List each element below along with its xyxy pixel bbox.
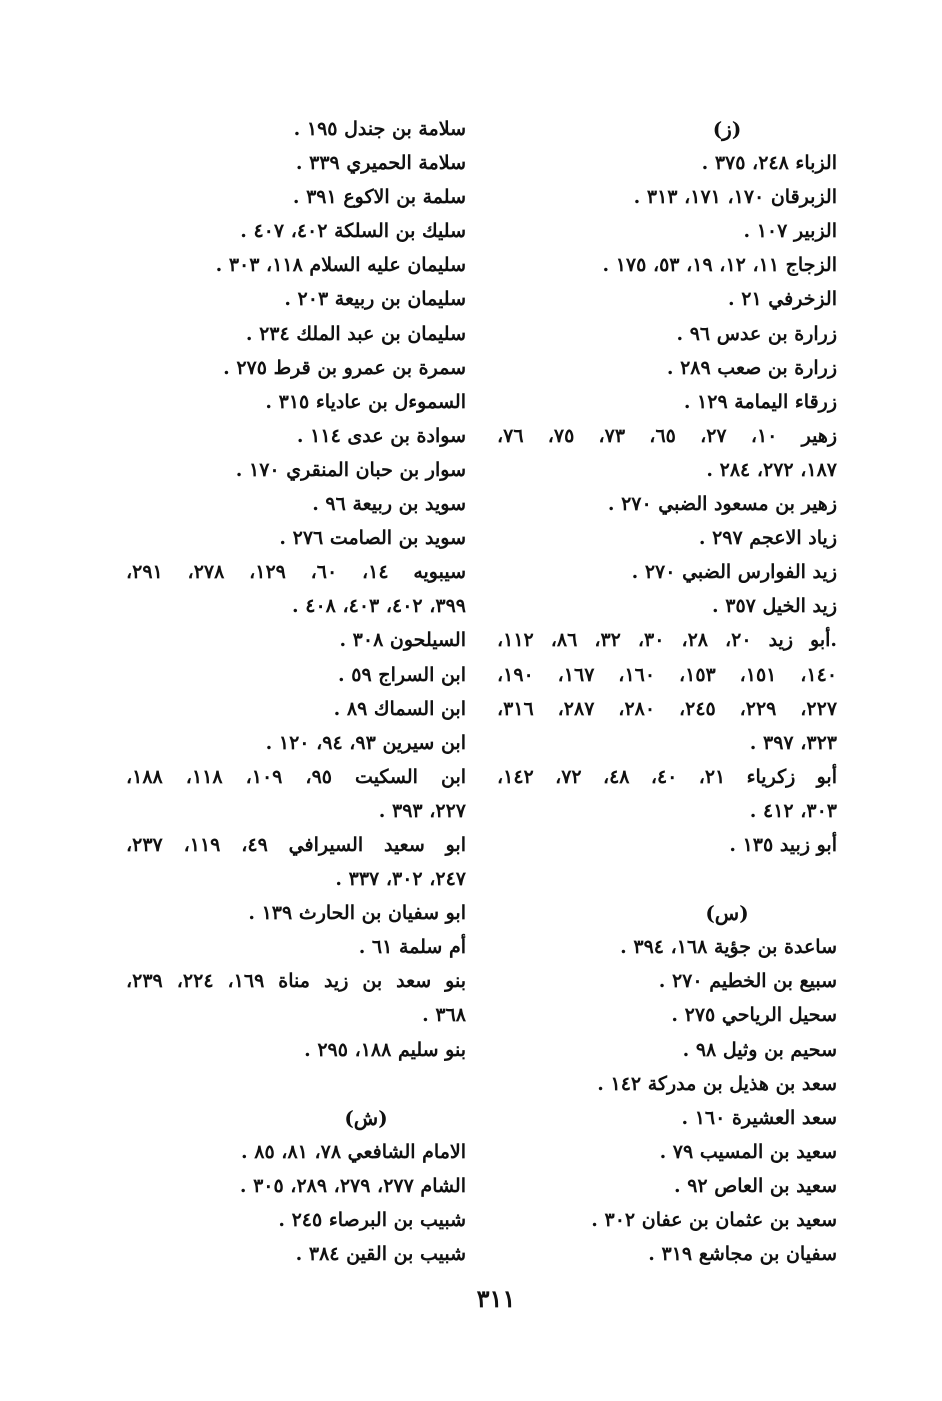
index-entry: سعيد بن العاص ٩٢ . bbox=[673, 1174, 837, 1197]
left-column bbox=[126, 112, 466, 1271]
index-entry: سليك بن السلكة ٤٠٢، ٤٠٧ . bbox=[240, 220, 466, 243]
index-entry: الشام ٢٧٧، ٢٧٩، ٢٨٩، ٣٠٥ . bbox=[239, 1174, 466, 1197]
section-heading-s: (س) bbox=[705, 901, 749, 926]
index-entry: ابو سعيد السيرافي ٤٩، ١١٩، ٢٣٧، bbox=[126, 833, 467, 856]
index-entry: ساعدة بن جؤية ١٦٨، ٣٩٤ . bbox=[620, 936, 837, 959]
index-entry: سحيم بن وثيل ٩٨ . bbox=[682, 1038, 837, 1061]
index-entry: أبو زكرياء ٢١، ٤٠، ٤٨، ٧٢، ١٤٢، bbox=[497, 765, 837, 788]
index-entry-continuation: ٢٢٧، ٣٩٣ . bbox=[378, 799, 466, 822]
index-entry: بنو سليم ١٨٨، ٢٩٥ . bbox=[304, 1038, 466, 1061]
section-gap bbox=[126, 1067, 466, 1101]
index-entry: سويد بن الصامت ٢٧٦ . bbox=[279, 527, 466, 550]
index-entry: سعد بن هذيل بن مدركة ١٤٢ . bbox=[597, 1072, 837, 1095]
index-entry: زهير ١٠، ٢٧، ٦٥، ٧٣، ٧٥، ٧٦، bbox=[497, 424, 838, 447]
index-entry: سلمة بن الاكوع ٣٩١ . bbox=[292, 186, 466, 209]
index-entry: الزباء ٢٤٨، ٣٧٥ . bbox=[701, 152, 837, 175]
index-entry: ابن سيرين ٩٣، ٩٤، ١٢٠ . bbox=[265, 731, 466, 754]
index-entry: ابن السماك ٨٩ . bbox=[333, 697, 466, 720]
index-entry: الزخرفي ٢١ . bbox=[728, 288, 837, 311]
index-entry: سفيان بن مجاشع ٣١٩ . bbox=[648, 1243, 837, 1266]
index-entry-continuation: ١٨٧، ٢٧٢، ٢٨٤ . bbox=[706, 458, 837, 481]
index-entry: .أبو زيد ٢٠، ٢٨، ٣٠، ٣٢، ٨٦، ١١٢، bbox=[497, 629, 838, 652]
index-entry: أم سلمة ٦١ . bbox=[358, 936, 466, 959]
index-entry: ابن السراج ٥٩ . bbox=[338, 663, 466, 686]
index-entry: زيد الخيل ٣٥٧ . bbox=[712, 595, 837, 618]
index-entry: زرارة بن صعب ٢٨٩ . bbox=[666, 356, 837, 379]
index-entry: زرارة بن عدس ٩٦ . bbox=[676, 322, 837, 345]
index-entry: سليمان بن ربيعة ٢٠٣ . bbox=[284, 288, 466, 311]
index-entry: ابن السكيت ٩٥، ١٠٩، ١١٨، ١٨٨، bbox=[126, 765, 467, 788]
index-entry: زياد الاعجم ٢٩٧ . bbox=[698, 527, 837, 550]
index-entry: السموءل بن عادياء ٣١٥ . bbox=[265, 390, 466, 413]
section-heading-z: (ز) bbox=[712, 117, 742, 141]
index-entry: سيبويه ١٤، ٦٠، ١٢٩، ٢٧٨، ٢٩١، bbox=[126, 561, 467, 584]
section-heading-sh: (ش) bbox=[344, 1105, 388, 1130]
index-entry: ابو سفيان بن الحارث ١٣٩ . bbox=[248, 902, 466, 925]
page-number: ٣١١ bbox=[476, 1284, 516, 1313]
index-entry: أبو زبيد ١٣٥ . bbox=[729, 833, 837, 856]
index-entry: سحيل الرياحي ٢٧٥ . bbox=[671, 1004, 837, 1027]
index-entry: الزبرقان ١٧٠، ١٧١، ٣١٣ . bbox=[633, 186, 837, 209]
index-entry: شبيب بن البرصاء ٢٤٥ . bbox=[278, 1209, 466, 1231]
index-entry: السيلحون ٣٠٨ . bbox=[339, 629, 466, 652]
index-entry: سعيد بن المسيب ٧٩ . bbox=[659, 1140, 837, 1163]
index-entry-continuation: ٣٦٨ . bbox=[422, 1004, 466, 1027]
right-column bbox=[497, 112, 837, 1271]
index-entry: زرقاء اليمامة ١٢٩ . bbox=[683, 390, 837, 413]
index-entry: الزجاج ١١، ١٢، ١٩، ٥٣، ١٧٥ . bbox=[602, 254, 837, 277]
index-entry-continuation: ٣٩٩، ٤٠٢، ٤٠٣، ٤٠٨ . bbox=[292, 595, 466, 618]
index-entry-continuation: ١٤٠، ١٥١، ١٥٣، ١٦٠، ١٦٧، ١٩٠، bbox=[497, 663, 838, 686]
index-entry-continuation: ٢٤٧، ٣٠٢، ٣٣٧ . bbox=[335, 868, 466, 891]
index-entry: بنو سعد بن زيد مناة ١٦٩، ٢٢٤، ٢٣٩، bbox=[126, 970, 467, 993]
index-entry: سلامة بن جندل ١٩٥ . bbox=[293, 118, 466, 140]
index-entry: سمرة بن عمرو بن قرط ٢٧٥ . bbox=[223, 356, 466, 379]
index-entry: الامام الشافعي ٧٨، ٨١، ٨٥ . bbox=[241, 1140, 466, 1163]
index-entry: سعيد بن عثمان بن عفان ٣٠٢ . bbox=[591, 1209, 837, 1231]
index-entry: زهير بن مسعود الضبي ٢٧٠ . bbox=[607, 493, 837, 516]
index-entry: الزبير ١٠٧ . bbox=[743, 220, 837, 243]
index-entry-continuation: ٣٠٣، ٤١٢ . bbox=[749, 799, 837, 822]
section-gap bbox=[497, 862, 837, 896]
index-entry: شبيب بن القين ٣٨٤ . bbox=[295, 1243, 466, 1266]
index-entry: سوادة بن عدى ١١٤ . bbox=[296, 424, 466, 447]
index-entry: سعد العشيرة ١٦٠ . bbox=[681, 1106, 837, 1129]
index-entry: سويد بن ربيعة ٩٦ . bbox=[312, 493, 466, 516]
index-entry-continuation: ٣٢٣، ٣٩٧ . bbox=[749, 731, 837, 754]
index-entry: سلامة الحميري ٣٣٩ . bbox=[295, 152, 466, 175]
index-entry: زيد الفوارس الضبي ٢٧٠ . bbox=[631, 561, 837, 584]
index-entry: سوار بن حبان المنقري ١٧٠ . bbox=[235, 458, 466, 481]
index-entry: سبيع بن الخطيم ٢٧٠ . bbox=[658, 970, 837, 993]
index-entry-continuation: ٢٢٧، ٢٢٩، ٢٤٥، ٢٨٠، ٢٨٧، ٣١٦، bbox=[497, 697, 838, 720]
index-entry: سليمان عليه السلام ١١٨، ٣٠٣ . bbox=[215, 254, 466, 277]
index-entry: سليمان بن عبد الملك ٢٣٤ . bbox=[245, 322, 466, 345]
